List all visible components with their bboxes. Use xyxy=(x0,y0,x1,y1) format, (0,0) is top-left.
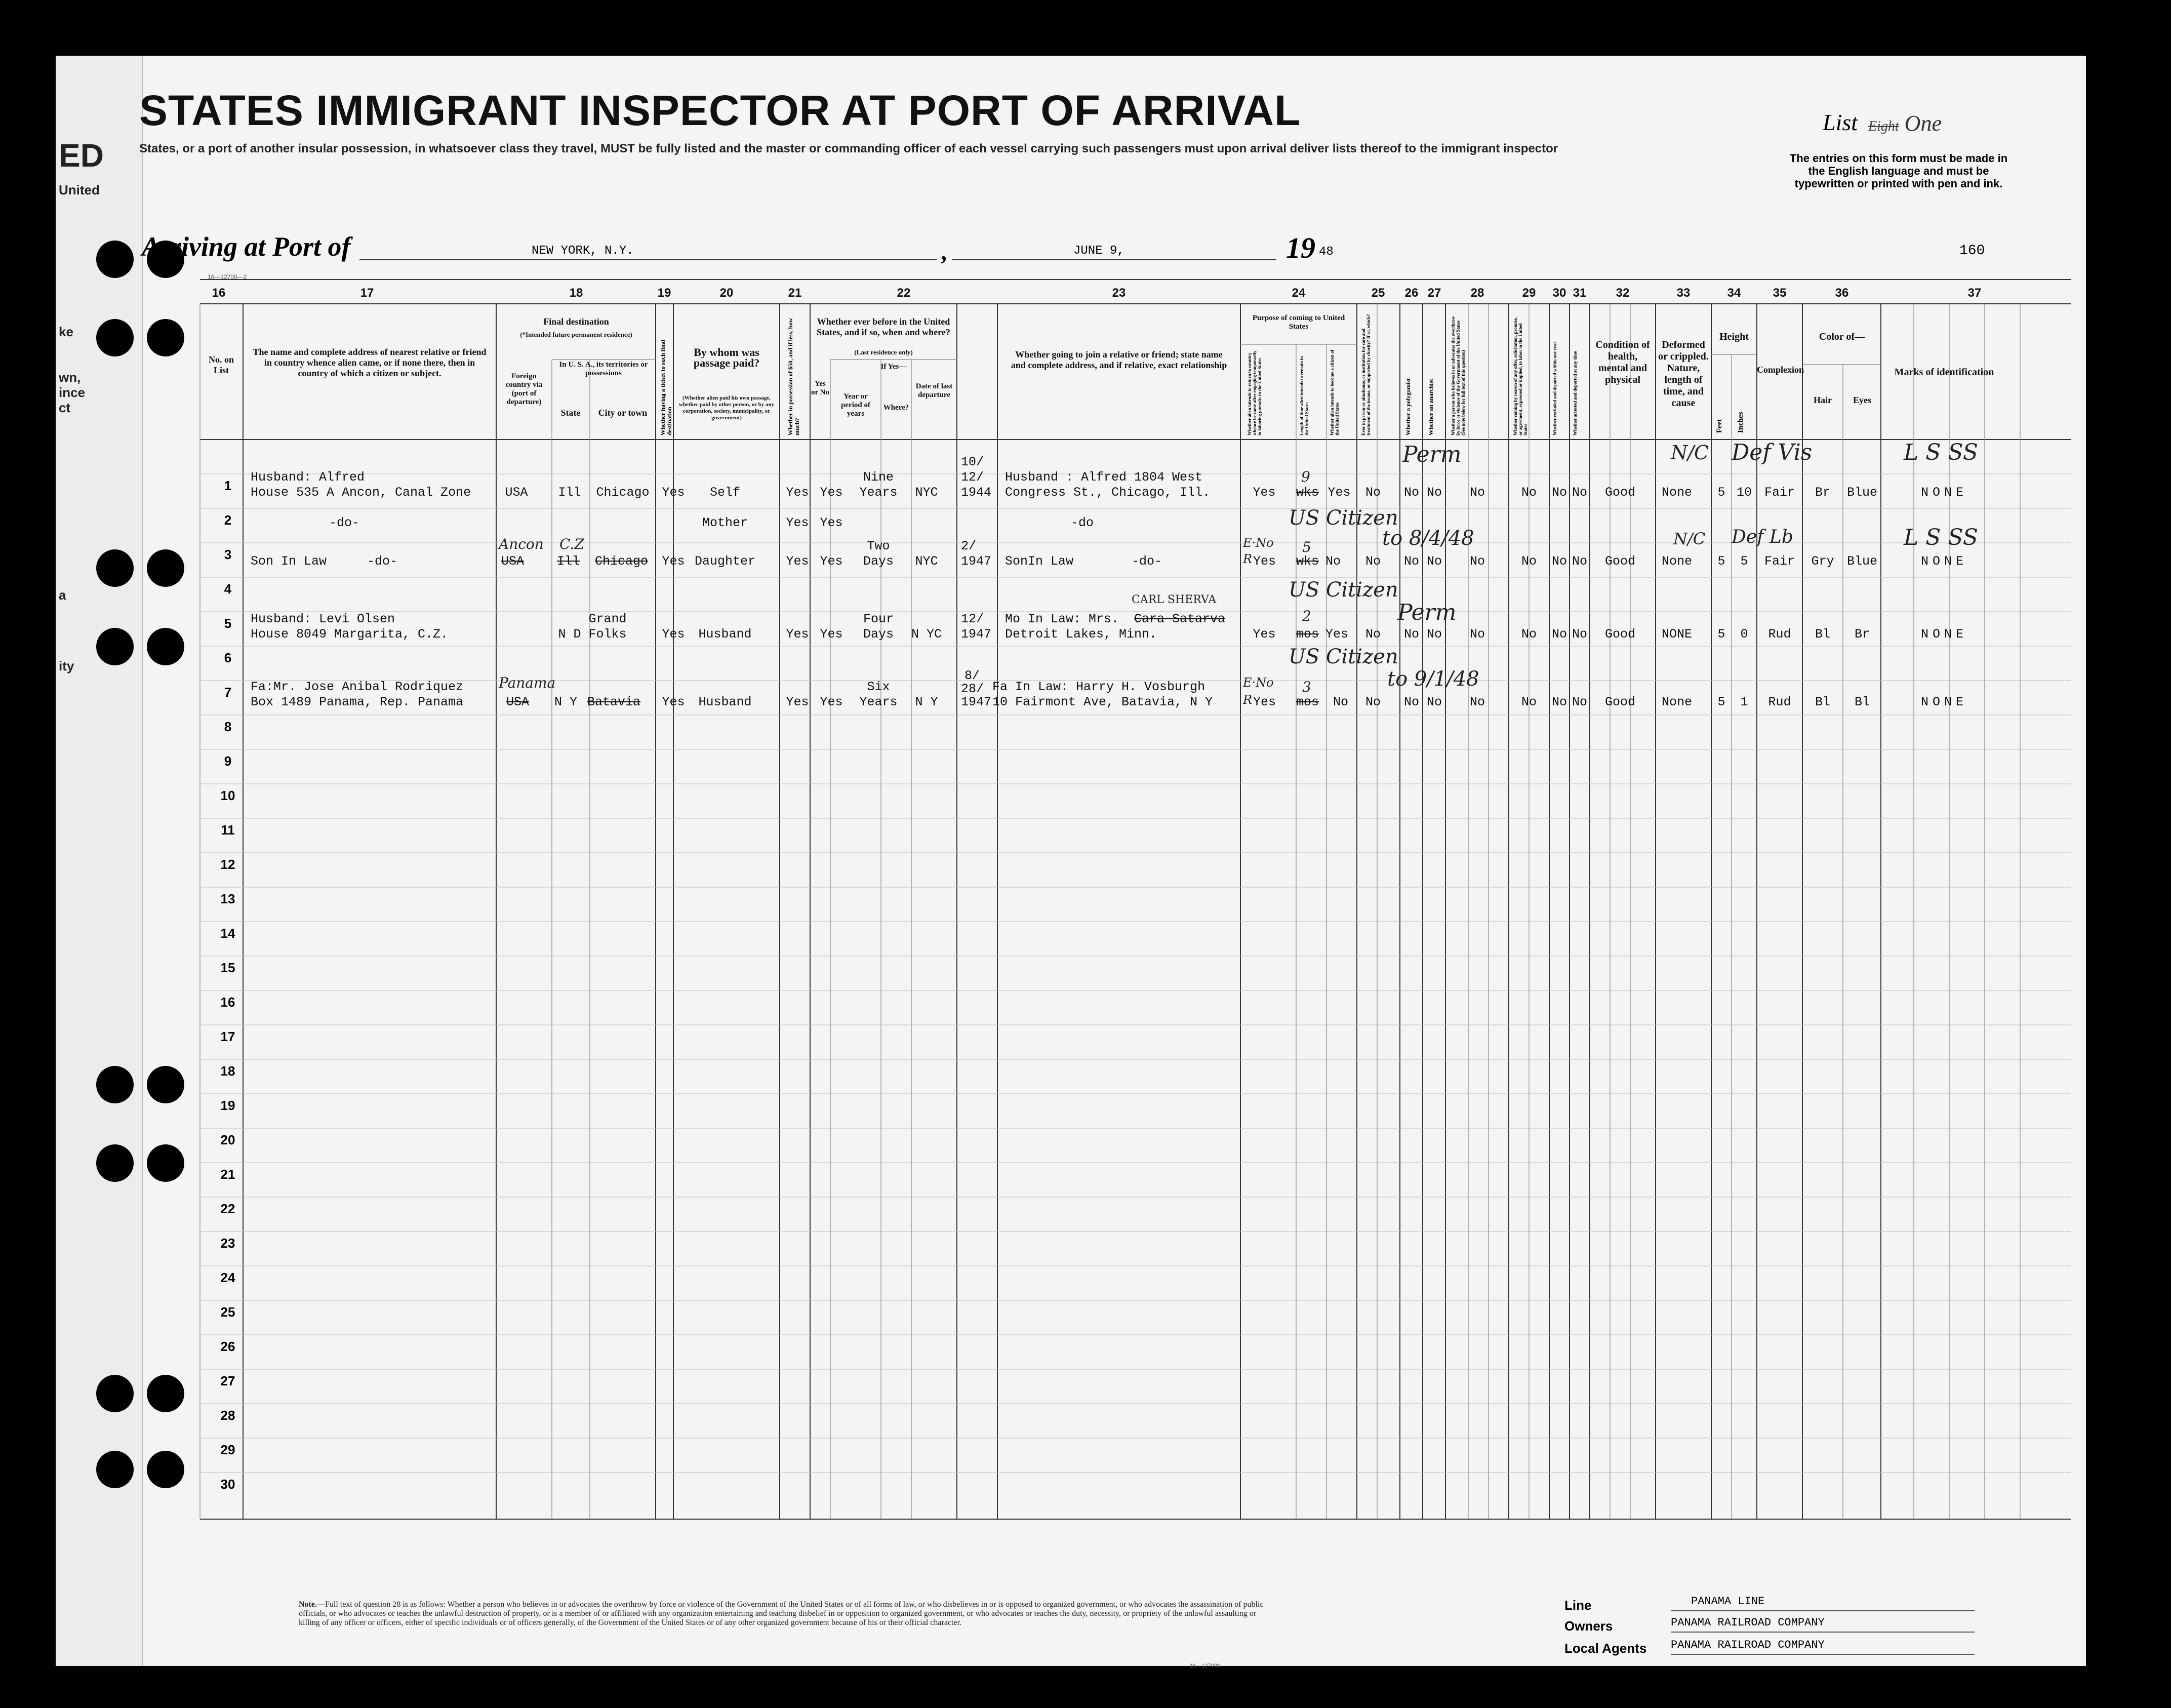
length-of-stay: 3 xyxy=(1302,679,1311,695)
purpose: Yes xyxy=(1253,627,1276,642)
relative-line: -do- xyxy=(329,515,360,530)
column-number: 32 xyxy=(1616,286,1630,300)
health: Good xyxy=(1604,554,1636,569)
state: N D xyxy=(558,627,581,642)
handwritten-note: Perm xyxy=(1397,600,1457,625)
been-before: Yes xyxy=(820,485,843,500)
column-number: 18 xyxy=(569,286,583,300)
header-ticket: Whether having a ticket to such final destination xyxy=(659,339,673,435)
column-number: 25 xyxy=(1371,286,1385,300)
header-arrested: Whether arrested and deported at any time xyxy=(1573,351,1578,435)
year-suffix: 48 xyxy=(1319,245,1334,259)
header-feet: Feet xyxy=(1715,419,1723,433)
foreign-country-correction: Ancon xyxy=(499,536,544,552)
column-number: 19 xyxy=(657,286,671,300)
contract-labor: No xyxy=(1521,485,1537,500)
row-number: 19 xyxy=(220,1098,235,1113)
line-underline xyxy=(1671,1610,1975,1611)
join-relative-correction: CARL SHERVA xyxy=(1132,593,1217,606)
row-number: 2 xyxy=(224,512,232,528)
paid-by: Husband xyxy=(698,695,752,709)
where: NYC xyxy=(915,554,938,569)
row-number: 22 xyxy=(220,1201,235,1216)
last-departure: 1947 xyxy=(961,627,992,642)
owners-underline xyxy=(1671,1632,1975,1633)
excluded: No xyxy=(1551,554,1567,569)
row-number: 1 xyxy=(224,478,232,493)
join-relative: -do xyxy=(1071,515,1094,530)
arrested: No xyxy=(1572,627,1588,642)
join-relative: Mo In Law: Mrs. xyxy=(1005,612,1119,626)
period: Nine xyxy=(863,470,894,485)
height-feet: 5 xyxy=(1717,695,1725,709)
row-number: 10 xyxy=(220,788,235,803)
purpose-note: R xyxy=(1243,693,1253,707)
excluded: No xyxy=(1551,627,1567,642)
header-final-destination: Final destination xyxy=(543,316,609,327)
last-departure: 28/ xyxy=(961,682,984,696)
been-before: Yes xyxy=(820,695,843,709)
period: Days xyxy=(863,554,894,569)
header-become-citizen: Whether alien intends to become a citizen of the United States xyxy=(1330,349,1340,435)
column-number: 16 xyxy=(212,286,226,300)
city: Chicago xyxy=(596,485,650,500)
height-inches: 1 xyxy=(1740,695,1748,709)
join-relative: Fa In Law: Harry H. Vosburgh xyxy=(992,680,1205,694)
city: Grand xyxy=(588,612,627,626)
header-ever-before-note: (Last residence only) xyxy=(854,348,913,356)
header-in-usa: In U. S. A., its territories or possessions xyxy=(559,361,648,377)
header-passage-note: (Whether alien paid his own passage, whether paid by other person, or by any corporation, society, municipality, or government) xyxy=(678,395,775,421)
overthrow: No xyxy=(1469,695,1485,709)
polygamist: No xyxy=(1403,627,1420,642)
header-passage-paid: By whom was passage paid? xyxy=(693,346,760,369)
owners-value: PANAMA RAILROAD COMPANY xyxy=(1671,1616,1825,1629)
length-of-stay: 5 xyxy=(1302,539,1311,555)
health: Good xyxy=(1604,485,1636,500)
paid-by: Self xyxy=(709,485,741,500)
header-state: State xyxy=(560,408,581,418)
period: Years xyxy=(859,695,898,709)
row-number: 3 xyxy=(224,547,232,562)
relative-line: Fa:Mr. Jose Anibal Rodriquez xyxy=(251,680,464,694)
height-inches: 0 xyxy=(1740,627,1748,642)
header-if-yes: If Yes— xyxy=(880,363,907,371)
owners-label: Owners xyxy=(1564,1618,1613,1634)
column-number: 34 xyxy=(1727,286,1741,300)
column-number: 20 xyxy=(719,286,734,300)
join-relative: Detroit Lakes, Minn. xyxy=(1005,627,1157,642)
eyes: Blue xyxy=(1846,485,1878,500)
header-no-on-list: No. on List xyxy=(208,354,234,375)
foreign-country-correction: Panama xyxy=(499,674,556,691)
ticket: Yes xyxy=(662,627,685,642)
header-complexion: Complexion xyxy=(1757,365,1804,375)
header-overthrow: Whether a person who believes in or advocates the overthrow by force or violence of the Government of the United States (See note below for full text of this question) xyxy=(1451,316,1466,435)
prison: No xyxy=(1365,695,1381,709)
header-eyes: Eyes xyxy=(1853,395,1871,405)
row-number: 13 xyxy=(220,891,235,906)
period: Six xyxy=(867,680,890,694)
row-number: 27 xyxy=(220,1373,235,1388)
relative-line: House 535 A Ancon, Canal Zone xyxy=(251,485,471,500)
row-number: 29 xyxy=(220,1442,235,1457)
agents-value: PANAMA RAILROAD COMPANY xyxy=(1671,1639,1825,1651)
money: Yes xyxy=(786,485,809,500)
ticket: Yes xyxy=(662,554,685,569)
state-correction: C.Z xyxy=(559,536,584,552)
hair: Bl xyxy=(1815,695,1831,709)
period: Two xyxy=(867,539,890,553)
header-foreign-country: Foreign country via (port of departure) xyxy=(505,372,543,406)
header-height: Height xyxy=(1719,331,1749,342)
column-number: 31 xyxy=(1573,286,1587,300)
margin-fragment: a xyxy=(59,587,66,603)
height-feet: 5 xyxy=(1717,554,1725,569)
column-number: 21 xyxy=(788,286,802,300)
handwritten-note: Def Vis xyxy=(1732,440,1813,465)
join-relative: Congress St., Chicago, Ill. xyxy=(1005,485,1211,500)
header-last-departure: Date of last departure xyxy=(915,382,953,399)
health: Good xyxy=(1604,627,1636,642)
period: Four xyxy=(863,612,894,626)
column-number: 35 xyxy=(1773,286,1787,300)
contract-labor: No xyxy=(1521,554,1537,569)
health: Good xyxy=(1604,695,1636,709)
foreign-country-struck: USA xyxy=(501,554,525,569)
column-number: 22 xyxy=(897,286,911,300)
length-of-stay-struck: wks xyxy=(1296,554,1319,569)
last-departure: 2/ xyxy=(961,539,977,553)
anarchist: No xyxy=(1426,627,1442,642)
paid-by: Mother xyxy=(702,515,748,530)
eyes: Bl xyxy=(1854,695,1870,709)
date-value: JUNE 9, xyxy=(1073,244,1124,258)
handwritten-note: US Citizen xyxy=(1289,578,1398,602)
relative-line: Husband: Alfred xyxy=(251,470,365,485)
column-number: 30 xyxy=(1552,286,1566,300)
header-fifty-dollars: Whether in possession of $50, and if less, how much? xyxy=(787,318,800,435)
money: Yes xyxy=(786,695,809,709)
foreign-country-struck: USA xyxy=(506,695,530,709)
purpose-note: E·No xyxy=(1243,676,1274,690)
line-value: PANAMA LINE xyxy=(1691,1595,1765,1608)
paid-by: Daughter xyxy=(694,554,756,569)
margin-fragment: United xyxy=(59,182,100,197)
handwritten-note: Perm xyxy=(1402,442,1462,467)
handwritten-note: L S SS xyxy=(1904,525,1978,550)
overthrow: No xyxy=(1469,485,1485,500)
become-citizen: Yes xyxy=(1325,627,1349,642)
complexion: Fair xyxy=(1764,485,1795,500)
column-number: 33 xyxy=(1676,286,1691,300)
height-feet: 5 xyxy=(1717,627,1725,642)
margin-fragment: ince xyxy=(59,385,86,400)
year-prefix: 19 xyxy=(1286,231,1315,264)
margin-fragment: ED xyxy=(59,137,104,174)
last-departure: 12/ xyxy=(961,612,984,626)
arrested: No xyxy=(1572,695,1588,709)
comma: , xyxy=(941,239,947,265)
header-contract-labor: Whether coming by reason of any offer, solicitation, promise, or agreement, expressed or implied, to labor in the United States xyxy=(1513,317,1528,435)
ticket: Yes xyxy=(662,695,685,709)
relative-line: House 8049 Margarita, C.Z. xyxy=(251,627,449,642)
join-relative: Husband : Alfred 1804 West xyxy=(1005,470,1203,485)
header-city: City or town xyxy=(598,408,648,418)
header-prison: Ever in prison or almshouse, or institution for care and treatment of the insane, or supported by charity? If so, which? xyxy=(1361,314,1371,435)
hair: Bl xyxy=(1815,627,1831,642)
last-departure: 1947 xyxy=(961,695,992,709)
length-of-stay: 2 xyxy=(1302,608,1311,624)
deformed: None xyxy=(1661,554,1693,569)
row-number: 23 xyxy=(220,1236,235,1251)
header-health: Condition of health, mental and physical xyxy=(1595,339,1650,385)
contract-labor: No xyxy=(1521,695,1537,709)
row-number: 20 xyxy=(220,1132,235,1147)
handwritten-note: Def Lb xyxy=(1732,527,1793,547)
page-title: STATES IMMIGRANT INSPECTOR AT PORT OF ARRIVAL xyxy=(139,87,1301,134)
period: Years xyxy=(859,485,898,500)
last-departure: 12/ xyxy=(961,470,984,485)
marks: NONE xyxy=(1920,554,1968,569)
row-number: 4 xyxy=(224,581,232,597)
row-number: 14 xyxy=(220,926,235,941)
excluded: No xyxy=(1551,695,1567,709)
length-of-stay-struck: mos xyxy=(1296,627,1319,642)
line-label: Line xyxy=(1564,1598,1592,1613)
relative-line: -do- xyxy=(367,554,398,569)
polygamist: No xyxy=(1403,485,1420,500)
column-number: 37 xyxy=(1967,286,1982,300)
marks: NONE xyxy=(1920,485,1968,500)
complexion: Rud xyxy=(1768,695,1791,709)
contract-labor: No xyxy=(1521,627,1537,642)
prison: No xyxy=(1365,627,1381,642)
margin-fragment: wn, xyxy=(59,370,81,385)
marks: NONE xyxy=(1920,627,1968,642)
handwritten-note: US Citizen xyxy=(1289,506,1398,530)
row-number: 5 xyxy=(224,616,232,631)
purpose: Yes xyxy=(1253,554,1276,569)
state-struck: Ill xyxy=(557,554,580,569)
join-relative: -do- xyxy=(1132,554,1162,569)
row-number: 8 xyxy=(224,719,232,734)
column-number: 27 xyxy=(1427,286,1441,300)
footer-form-number: 16—12700b xyxy=(1190,1663,1220,1669)
where: NYC xyxy=(915,485,938,500)
port-value: NEW YORK, N.Y. xyxy=(532,244,634,258)
row-number: 25 xyxy=(220,1304,235,1320)
header-period: Year or period of years xyxy=(841,392,870,418)
last-departure: 10/ xyxy=(961,455,984,469)
row-number: 6 xyxy=(224,650,232,665)
ticket: Yes xyxy=(662,485,685,500)
become-citizen: No xyxy=(1325,554,1341,569)
purpose: Yes xyxy=(1253,485,1276,500)
state: Ill xyxy=(558,485,581,500)
column-number: 28 xyxy=(1470,286,1484,300)
hair: Br xyxy=(1815,485,1831,500)
last-departure: 1947 xyxy=(961,554,992,569)
header-purpose: Purpose of coming to United States xyxy=(1252,314,1345,331)
period: Days xyxy=(863,627,894,642)
hair: Gry xyxy=(1811,554,1834,569)
join-relative-struck: Cara Satarva xyxy=(1134,612,1226,626)
entries-instruction: The entries on this form must be made in the English language and must be typewritten or printed with pen and ink. xyxy=(1789,152,2008,190)
handwritten-note: N/C xyxy=(1673,529,1706,548)
header-join-relative: Whether going to join a relative or friend; state name and complete address, and if relative, exact relationship xyxy=(1011,349,1227,370)
row-number: 21 xyxy=(220,1167,235,1182)
deformed: None xyxy=(1661,485,1693,500)
row-number: 12 xyxy=(220,857,235,872)
row-number: 16 xyxy=(220,995,235,1010)
overthrow: No xyxy=(1469,554,1485,569)
polygamist: No xyxy=(1403,554,1420,569)
become-citizen: Yes xyxy=(1328,485,1351,500)
height-feet: 5 xyxy=(1717,485,1725,500)
height-inches: 5 xyxy=(1740,554,1748,569)
header-polygamist: Whether a polygamist xyxy=(1404,378,1412,435)
header-excluded: Whether excluded and deported within one year xyxy=(1552,341,1557,435)
row-number: 26 xyxy=(220,1339,235,1354)
column-number: 24 xyxy=(1292,286,1306,300)
last-departure: 1944 xyxy=(961,485,992,500)
money: Yes xyxy=(786,554,809,569)
agents-underline xyxy=(1671,1654,1975,1655)
row-number: 30 xyxy=(220,1477,235,1492)
row-number: 18 xyxy=(220,1063,235,1079)
city: Folks xyxy=(588,627,627,642)
join-relative: SonIn Law xyxy=(1005,554,1074,569)
form-number: 16—12700—2 xyxy=(208,273,247,281)
row-number: 28 xyxy=(220,1408,235,1423)
where: N YC xyxy=(911,627,942,642)
column-number: 36 xyxy=(1835,286,1849,300)
handwritten-note: US Citizen xyxy=(1289,645,1398,668)
column-number: 29 xyxy=(1522,286,1536,300)
handwritten-note: N/C xyxy=(1671,442,1709,464)
header-deformed: Deformed or crippled. Nature, length of time, and cause xyxy=(1658,339,1709,409)
header-color-of: Color of— xyxy=(1819,331,1865,342)
header-hair: Hair xyxy=(1814,395,1832,405)
become-citizen: No xyxy=(1333,695,1349,709)
agents-label: Local Agents xyxy=(1564,1641,1647,1656)
row-number: 24 xyxy=(220,1270,235,1285)
column-number: 23 xyxy=(1112,286,1126,300)
arrested: No xyxy=(1572,554,1588,569)
arrested: No xyxy=(1572,485,1588,500)
money: Yes xyxy=(786,515,809,530)
anarchist: No xyxy=(1426,695,1442,709)
header-marks: Marks of identification xyxy=(1894,367,1994,378)
eyes: Br xyxy=(1854,627,1870,642)
purpose-note: R xyxy=(1243,552,1253,566)
been-before: Yes xyxy=(820,554,843,569)
arriving-label: Arriving at Port of xyxy=(142,231,351,262)
deformed: None xyxy=(1661,695,1693,709)
where: N Y xyxy=(915,695,938,709)
paid-by: Husband xyxy=(698,627,752,642)
page-number: 160 xyxy=(1959,243,1985,259)
height-inches: 10 xyxy=(1736,485,1752,500)
overthrow: No xyxy=(1469,627,1485,642)
purpose: Yes xyxy=(1253,695,1276,709)
header-yes-no: Yes or No xyxy=(811,380,829,396)
list-label: List xyxy=(1823,109,1858,135)
purpose-note: E·No xyxy=(1243,536,1274,550)
length-of-stay-struck: wks xyxy=(1296,485,1319,500)
header-purpose-return: Whether alien intends to return to country whence he came after engaging temporarily in laboring pursuits in the United States xyxy=(1247,350,1262,435)
list-number: Eight One xyxy=(1868,111,1942,136)
complexion: Rud xyxy=(1768,627,1791,642)
header-ever-before: Whether ever before in the United States, and if so, when and where? xyxy=(817,316,950,337)
header-anarchist: Whether an anarchist xyxy=(1427,379,1434,435)
length-of-stay-struck: mos xyxy=(1296,695,1319,709)
header-inches: Inches xyxy=(1737,412,1745,433)
polygamist: No xyxy=(1403,695,1420,709)
header-where: Where? xyxy=(883,404,909,412)
been-before: Yes xyxy=(820,515,843,530)
length-of-stay: 9 xyxy=(1301,468,1310,485)
header-nearest-relative: The name and complete address of nearest relative or friend in country whence alien came, or if none there, then in country of which a citizen or subject. xyxy=(253,347,487,378)
city-struck: Batavia xyxy=(587,695,641,709)
row-number: 17 xyxy=(220,1029,235,1044)
relative-line: Box 1489 Panama, Rep. Panama xyxy=(251,695,464,709)
header-length-of-stay: Length of time alien intends to remain in the United States xyxy=(1299,356,1309,435)
anarchist: No xyxy=(1426,554,1442,569)
anarchist: No xyxy=(1426,485,1442,500)
page-subtitle: States, or a port of another insular possession, in whatsoever class they travel, MUST be fully listed and the master or commanding officer of each vessel carrying such passengers must upon arrival deliver lists thereof to the immigrant inspector xyxy=(139,142,1558,155)
marks: NONE xyxy=(1920,695,1968,709)
question-28-note: Note.—Full text of question 28 is as follows: Whether a person who believes in or advocates the overthrow by force or violence of the Government of the United States or of all forms of law, or who disbelieves in or is opposed to organized government, or who advocates the assassination of public officials, or who advocates or teaches the unlawful destruction of property, or is a member of or affiliated with any organization entertaining and teaching disbelief in or opposition to organized government, or who advocates or teaches the duty, necessity, or propriety of the unlawful assaulting or killing of any officer or officers, either of specific individuals or of officers generally, of the Government of the United States or of any other organized government because of his or their official character. xyxy=(299,1600,1264,1627)
column-number: 17 xyxy=(360,286,374,300)
join-relative: 10 Fairmont Ave, Batavia, N Y xyxy=(992,695,1213,709)
row-number: 15 xyxy=(220,960,235,975)
column-number: 26 xyxy=(1404,286,1419,300)
row-number: 11 xyxy=(221,822,235,838)
state: N Y xyxy=(554,695,578,709)
relative-line: Husband: Levi Olsen xyxy=(251,612,395,626)
foreign-country: USA xyxy=(505,485,528,500)
row-number: 7 xyxy=(224,685,232,700)
prison: No xyxy=(1365,554,1381,569)
relative-line: Son In Law xyxy=(251,554,327,569)
complexion: Fair xyxy=(1764,554,1795,569)
deformed: NONE xyxy=(1661,627,1693,642)
been-before: Yes xyxy=(820,627,843,642)
last-departure: 8/ xyxy=(964,668,980,683)
margin-fragment: ke xyxy=(59,324,73,339)
eyes: Blue xyxy=(1846,554,1878,569)
handwritten-note: L S SS xyxy=(1904,440,1978,465)
prison: No xyxy=(1365,485,1381,500)
money: Yes xyxy=(786,627,809,642)
row-number: 9 xyxy=(224,753,232,769)
handwritten-note: to 8/4/48 xyxy=(1382,527,1474,550)
excluded: No xyxy=(1551,485,1567,500)
margin-fragment: ity xyxy=(59,658,74,673)
header-final-destination-note: (*Intended future permanent residence) xyxy=(520,331,632,338)
margin-fragment: ct xyxy=(59,400,71,415)
city-struck: Chicago xyxy=(595,554,649,569)
handwritten-note: to 9/1/48 xyxy=(1387,667,1479,691)
